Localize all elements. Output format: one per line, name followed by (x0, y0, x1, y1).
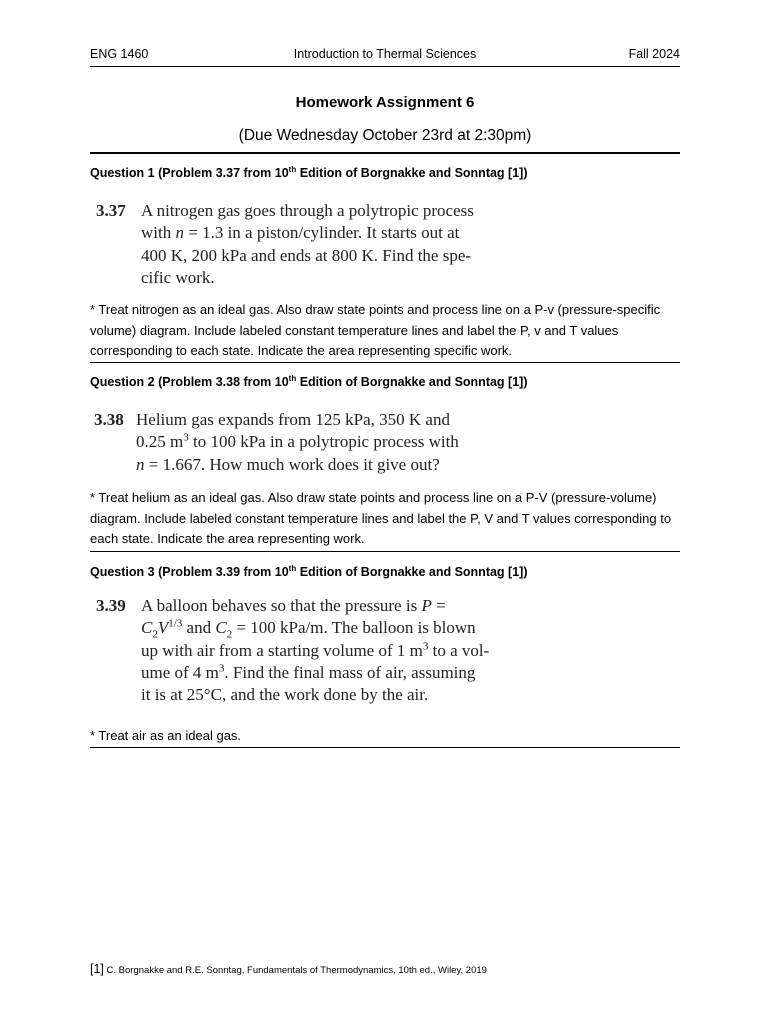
footnote-ref: [1] (90, 962, 104, 976)
question-2-heading: Question 2 (Problem 3.38 from 10th Edition of Borgnakke and Sonntag [1]) (90, 373, 528, 389)
question-1-heading: Question 1 (Problem 3.37 from 10th Edition of Borgnakke and Sonntag [1]) (90, 164, 528, 180)
question-3-note: * Treat air as an ideal gas. (90, 728, 242, 743)
assignment-title: Homework Assignment 6 (295, 94, 475, 111)
problem-3-37-excerpt (90, 200, 510, 292)
problem-3-39-excerpt (90, 595, 510, 711)
problem-3-38-excerpt (90, 409, 510, 479)
question-1-note: * Treat nitrogen as an ideal gas. Also draw state points and process line on a P-v (pressure-specific volume) diagram. Include labeled constant temperature lines and label the P, v and T values corresponding to each state. Indicate the area representing specific work. (90, 302, 661, 359)
footnote-text: C. Borgnakke and R.E. Sonntag, Fundamentals of Thermodynamics, 10th ed., Wiley, 2019 (103, 965, 487, 976)
problem-text: A balloon behaves so that the pressure is P = $C_2V^{1/3}$ and $C_2 = 100$ kPa/m. The balloon is blown up with air from a starting volume of 1 $m^3$ to a vol- ume of 4 $m^3$. Find the final mass of air, assuming it is at 25°C, and the work done by the air. (141, 596, 490, 705)
term: Fall 2024 (628, 47, 680, 61)
footnote (90, 962, 680, 976)
title-divider (90, 152, 680, 154)
course-title: Introduction to Thermal Sciences (293, 47, 477, 61)
page-header (90, 46, 680, 67)
due-date: (Due Wednesday October 23rd at 2:30pm) (238, 127, 532, 144)
question-2-divider (90, 551, 680, 552)
question-1-divider (90, 362, 680, 363)
problem-number: 3.39 (96, 596, 126, 615)
question-2-note: * Treat helium as an ideal gas. Also draw state points and process line on a P-V (pressure-volume) diagram. Include labeled constant temperature lines and label the P, V and T values corresponding to each state. Indicate the area representing work. (90, 490, 672, 547)
question-3-heading: Question 3 (Problem 3.39 from 10th Edition of Borgnakke and Sonntag [1]) (90, 563, 528, 579)
problem-text: A nitrogen gas goes through a polytropic process with n = 1.3 in a piston/cylinder. It starts out at 400 K, 200 kPa and ends at 800 K. Find the spe- cific work. (141, 201, 474, 287)
problem-text: Helium gas expands from 125 kPa, 350 K and 0.25 $m^3$ to 100 kPa in a polytropic process with n = 1.667. How much work does it give out? (136, 410, 459, 474)
problem-number: 3.38 (94, 410, 124, 429)
problem-number: 3.37 (96, 201, 126, 220)
question-3-divider (90, 747, 680, 748)
course-code: ENG 1460 (90, 47, 149, 61)
